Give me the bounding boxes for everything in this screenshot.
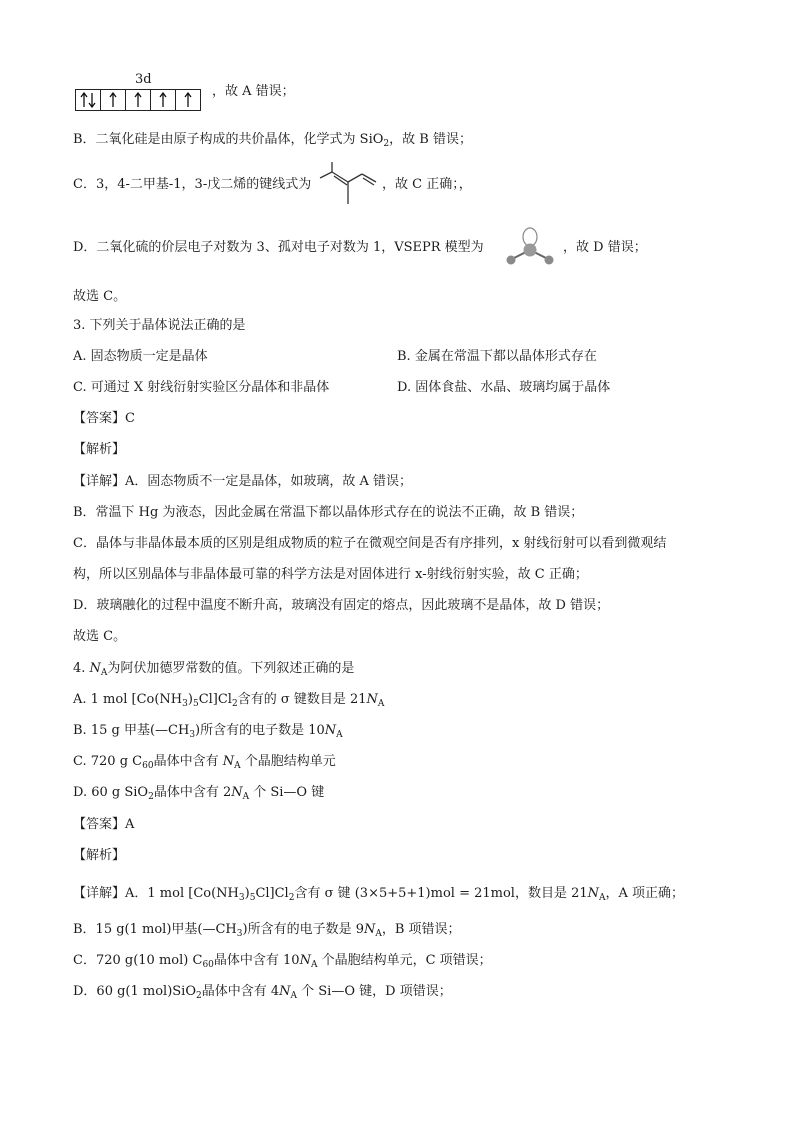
up-arrow-icon: [104, 92, 122, 108]
q4-stem: 4. $N_A$为阿伏加德罗常数的值。下列叙述正确的是: [73, 661, 355, 678]
orbital-boxes: [75, 89, 201, 111]
line-d-post: ，故 D 错误；: [563, 240, 647, 255]
up-arrow-icon: [179, 92, 197, 108]
q4-option-b: B. 15 g 甲基$(—CH_3)$所含有的电子数是 $10N_A$: [73, 723, 343, 740]
line-b: B．二氧化硅是由原子构成的共价晶体，化学式为 SiO$_2$，故 B 错误；: [73, 132, 472, 149]
q3-stem: 3. 下列关于晶体说法正确的是: [73, 318, 246, 333]
up-arrow-icon: [154, 92, 172, 108]
line-a-text: ，故 A 错误；: [212, 84, 295, 99]
skeletal-formula-diene: [318, 160, 380, 208]
paired-arrows-icon: [79, 92, 97, 108]
q3-option-c: C. 可通过 X 射线衍射实验区分晶体和非晶体: [73, 380, 330, 395]
q4-detail-a: 【详解】A．1 mol $[Co(NH_3)_5Cl]Cl_2$含有 σ 键 (3×5+5+1)mol = 21mol，数目是 $21N_A$，A 项正确；: [73, 886, 685, 903]
q3-option-d: D. 固体食盐、水晶、玻璃均属于晶体: [397, 380, 611, 395]
q4-option-a: A. 1 mol $[Co(NH_3)_5Cl]Cl_2$含有的 σ 键数目是 $21N_A$: [73, 692, 385, 709]
choose-c-2: 故选 C。: [73, 629, 127, 644]
q3-detail-b: B．常温下 Hg 为液态，因此金属在常温下都以晶体形式存在的说法不正确，故 B 错误；: [73, 505, 584, 520]
q4-detail-d: D．60 g(1 mol)SiO$_2$晶体中含有 $4N_A$ 个 Si—O 键，D 项错误；: [73, 984, 452, 1001]
up-arrow-icon: [129, 92, 147, 108]
q4-analysis-tag: 【解析】: [73, 848, 126, 863]
line-d: D．二氧化硫的价层电子对数为 3、孤对电子对数为 1，VSEPR 模型为: [73, 240, 484, 255]
q3-detail-d: D．玻璃融化的过程中温度不断升高，玻璃没有固定的熔点，因此玻璃不是晶体，故 D 错误；: [73, 598, 610, 613]
vsepr-model: [503, 226, 557, 268]
orbital-label: 3d: [135, 72, 152, 87]
line-c: C．3，4-二甲基-1，3-戊二烯的键线式为: [73, 177, 312, 192]
q3-option-a: A. 固态物质一定是晶体: [73, 349, 208, 364]
q3-answer: 【答案】C: [73, 411, 135, 426]
choose-c-1: 故选 C。: [73, 289, 127, 304]
orbital-box-up: [101, 90, 126, 110]
q3-analysis-tag: 【解析】: [73, 442, 126, 457]
q4-detail-b: B．15 g(1 mol)甲基$(—CH_3)$所含有的电子数是 $9N_A$，B 项错误；: [73, 922, 461, 939]
orbital-box-up: [126, 90, 151, 110]
q4-option-c: C. 720 g $C_{60}$晶体中含有 $N_A$ 个晶胞结构单元: [73, 754, 336, 771]
orbital-box-up: [151, 90, 176, 110]
q3-detail-a: 【详解】A．固态物质不一定是晶体，如玻璃，故 A 错误；: [73, 474, 413, 489]
q3-option-b: B. 金属在常温下都以晶体形式存在: [397, 349, 597, 364]
q4-option-d: D. 60 g SiO$_2$晶体中含有 $2N_A$ 个 Si—O 键: [73, 785, 325, 802]
q4-answer: 【答案】A: [73, 817, 135, 832]
line-c-post: ，故 C 正确；，: [382, 177, 472, 192]
q3-detail-c2: 构，所以区别晶体与非晶体最可靠的科学方法是对固体进行 x-射线衍射实验，故 C 正确；: [73, 567, 588, 582]
orbital-box-up: [176, 90, 200, 110]
q4-detail-c: C．720 g(10 mol) $C_{60}$晶体中含有 $10N_A$ 个晶胞结构单元，C 项错误；: [73, 953, 492, 970]
orbital-box-paired: [76, 90, 101, 110]
q3-detail-c1: C．晶体与非晶体最本质的区别是组成物质的粒子在微观空间是否有序排列，x 射线衍射可以看到微观结: [73, 536, 667, 551]
